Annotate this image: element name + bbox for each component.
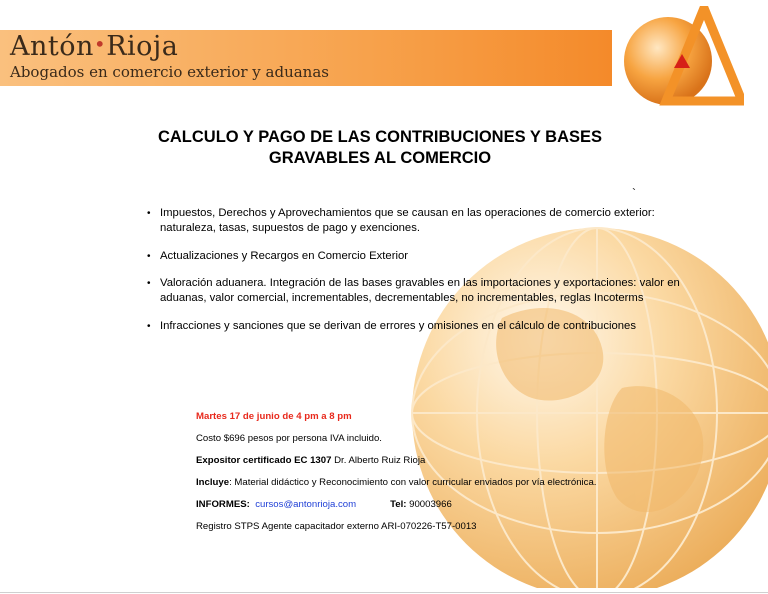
- brand-separator-dot: •: [93, 32, 107, 56]
- bullet-dot: •: [147, 208, 151, 219]
- info-label: INFORMES:: [196, 499, 250, 510]
- brand-name-left: Antón: [10, 31, 94, 62]
- event-includes: [196, 477, 596, 488]
- topics-list: [147, 206, 690, 346]
- event-cost: Costo $696 pesos por persona IVA incluido.: [196, 433, 382, 444]
- event-registry: Registro STPS Agente capacitador externo ARI-070226-T57-0013: [196, 521, 477, 532]
- bottom-divider: [0, 592, 768, 593]
- email-link[interactable]: cursos@antonrioja.com: [255, 499, 357, 510]
- list-item-text: Infracciones y sanciones que se derivan de errores y omisiones en el cálculo de contribuciones: [160, 319, 636, 332]
- brand-subtitle: Abogados en comercio exterior y aduanas: [10, 63, 329, 81]
- list-item: [147, 276, 690, 306]
- list-item: [147, 206, 690, 236]
- event-date: Martes 17 de junio de 4 pm a 8 pm: [196, 411, 352, 422]
- list-item-text: Impuestos, Derechos y Aprovechamientos que se causan en las operaciones de comercio exterior: naturaleza, tasas, supuestos de pago y exenciones.: [160, 207, 655, 234]
- includes-text: : Material didáctico y Reconocimiento con valor curricular enviados por vía electrónica.: [229, 477, 597, 488]
- title-line-1: CALCULO Y PAGO DE LAS CONTRIBUCIONES Y BASES: [157, 128, 603, 146]
- speaker-name: Dr. Alberto Ruiz Rioja: [331, 455, 426, 466]
- bullet-dot: •: [147, 278, 151, 289]
- tel-number: 90003966: [406, 499, 452, 510]
- brand-name: [10, 31, 178, 62]
- list-item-text: Valoración aduanera. Integración de las bases gravables en las importaciones y exportaciones: valor en aduanas, valor comercial, incrementables, decrementables, no incrementables, reglas Incoterms: [160, 277, 680, 304]
- tel-label: Tel:: [390, 499, 407, 510]
- event-speaker: [196, 455, 425, 466]
- includes-label: Incluye: [196, 477, 230, 488]
- list-item-text: Actualizaciones y Recargos en Comercio Exterior: [160, 249, 409, 262]
- logo-sphere-triangle-icon: [616, 6, 744, 106]
- bullet-dot: •: [147, 250, 151, 262]
- stray-mark: `: [632, 186, 636, 200]
- event-contact: [196, 499, 452, 510]
- title-line-2: GRAVABLES AL COMERCIO: [268, 149, 492, 167]
- page-title: [60, 127, 700, 169]
- bullet-dot: •: [147, 320, 151, 332]
- speaker-label: Expositor certificado EC 1307: [196, 455, 332, 466]
- list-item: [147, 249, 690, 264]
- list-item: [147, 319, 690, 334]
- brand-name-right: Rioja: [106, 31, 179, 62]
